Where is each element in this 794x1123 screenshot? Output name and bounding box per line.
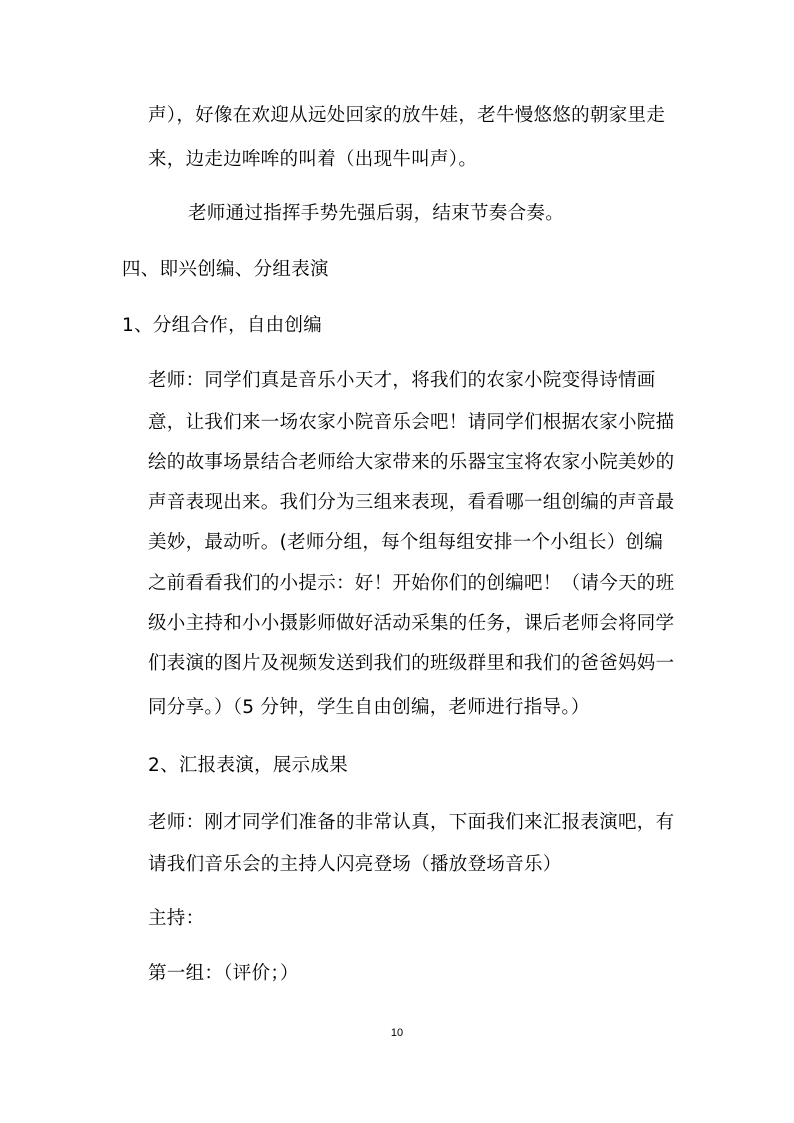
body-line: 们表演的图片及视频发送到我们的班级群里和我们的爸爸妈妈一 [148, 653, 675, 674]
body-line: 请我们音乐会的主持人闪亮登场（播放登场音乐） [148, 854, 562, 875]
body-line: 第一组：（评价；） [148, 963, 299, 984]
body-line: 来，边走边哞哞的叫着（出现牛叫声）。 [148, 149, 478, 170]
subsection-heading: 2、汇报表演，展示成果 [148, 755, 349, 776]
body-line: 之前看看我们的小提示：好！开始你们的创编吧！（请今天的班 [148, 573, 675, 594]
body-line: 声音表现出来。我们分为三组来表现，看看哪一组创编的声音最 [148, 492, 675, 513]
section-heading: 四、即兴创编、分组表演 [122, 259, 329, 280]
body-line: 声），好像在欢迎从远处回家的放牛娃，老牛慢悠悠的朝家里走 [148, 105, 666, 126]
body-line: 级小主持和小小摄影师做好活动采集的任务，课后老师会将同学 [148, 613, 675, 634]
body-line: 美妙，最动听。(老师分组，每个组每组安排一个小组长）创编 [148, 532, 664, 553]
body-line: 同分享。）（5 分钟，学生自由创编，老师进行指导。） [148, 697, 590, 718]
body-line: 意，让我们来一场农家小院音乐会吧！请同学们根据农家小院描 [148, 412, 675, 433]
subsection-heading: 1、分组合作，自由创编 [122, 315, 323, 336]
page-number: 10 [390, 1027, 404, 1039]
body-line: 老师通过指挥手势先强后弱，结束节奏合奏。 [188, 203, 565, 224]
body-line: 绘的故事场景结合老师给大家带来的乐器宝宝将农家小院美妙的 [148, 452, 675, 473]
body-line: 主持： [148, 908, 205, 929]
body-line: 老师：刚才同学们准备的非常认真，下面我们来汇报表演吧，有 [148, 812, 675, 833]
body-line: 老师：同学们真是音乐小天才，将我们的农家小院变得诗情画 [148, 370, 656, 391]
